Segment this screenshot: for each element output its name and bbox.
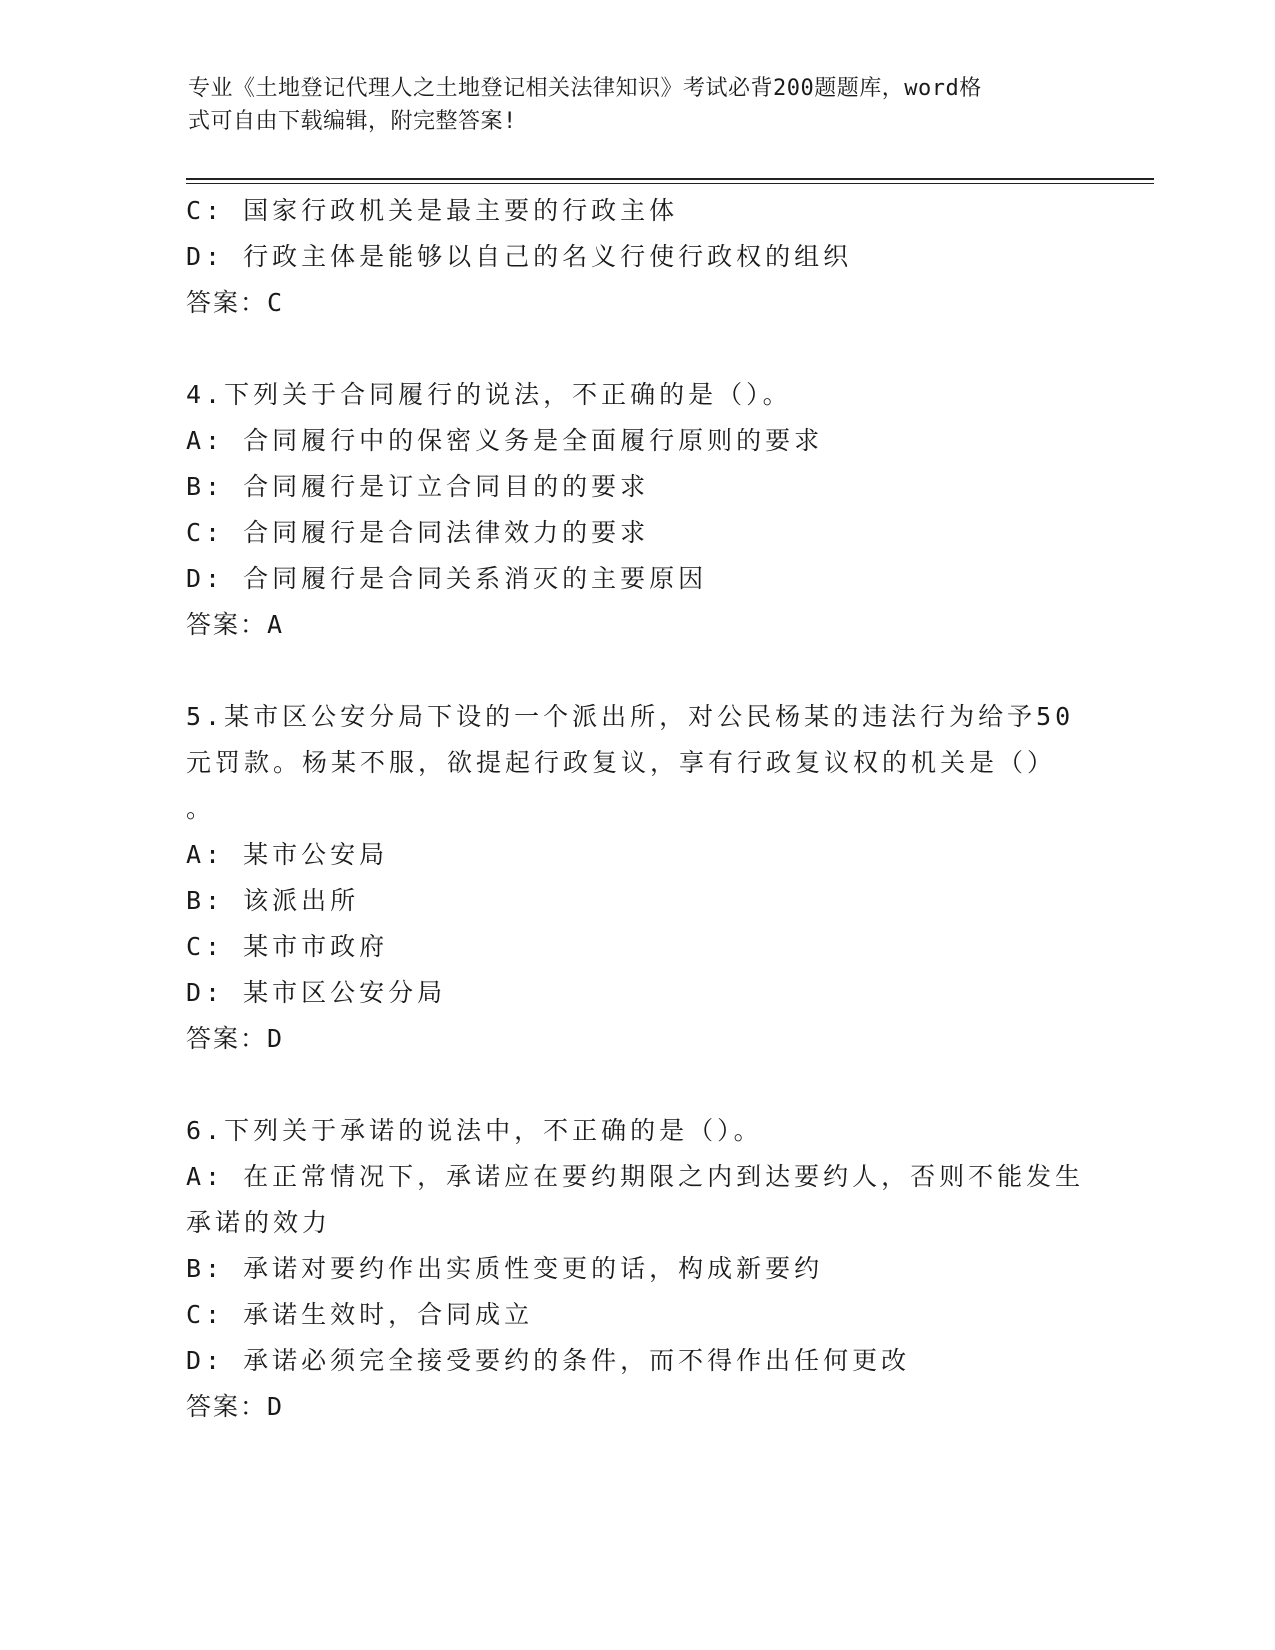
question-stem-line-2: 元罚款。杨某不服，欲提起行政复议，享有行政复议权的机关是（）	[186, 748, 1057, 777]
answer-label: 答案：C	[186, 288, 285, 317]
question-list	[186, 188, 1086, 1430]
question-stem: 4.下列关于合同履行的说法，不正确的是（）。	[186, 380, 792, 409]
header-divider-thin	[186, 183, 1154, 184]
option-c: C: 国家行政机关是最主要的行政主体	[186, 196, 679, 225]
header-divider-thick	[186, 178, 1154, 180]
question-stem: 6.下列关于承诺的说法中，不正确的是（）。	[186, 1116, 763, 1145]
option-b: B: 该派出所	[186, 886, 360, 915]
header-line-1: 专业《土地登记代理人之土地登记相关法律知识》考试必背200题题库，word格	[188, 76, 982, 101]
option-d: D: 合同履行是合同关系消灭的主要原因	[186, 564, 708, 593]
option-c: C: 承诺生效时，合同成立	[186, 1300, 534, 1329]
option-a-line-1: A: 在正常情况下，承诺应在要约期限之内到达要约人，否则不能发生	[186, 1162, 1085, 1191]
option-a-line-2: 承诺的效力	[186, 1208, 332, 1237]
spacer	[186, 326, 1086, 372]
answer-label: 答案：D	[186, 1024, 285, 1053]
question-stem-line-1: 5.某市区公安分局下设的一个派出所，对公民杨某的违法行为给予50	[186, 702, 1075, 731]
document-header	[188, 72, 1068, 138]
question-stem-line-3: 。	[186, 794, 216, 823]
question-block-5	[186, 694, 1086, 1062]
option-a: A: 某市公安局	[186, 840, 389, 869]
option-c: C: 合同履行是合同法律效力的要求	[186, 518, 650, 547]
option-d: D: 承诺必须完全接受要约的条件，而不得作出任何更改	[186, 1346, 911, 1375]
question-block-6	[186, 1108, 1086, 1430]
answer-label: 答案：A	[186, 610, 285, 639]
question-block-3	[186, 188, 1086, 326]
option-b: B: 合同履行是订立合同目的的要求	[186, 472, 650, 501]
option-d: D: 行政主体是能够以自己的名义行使行政权的组织	[186, 242, 853, 271]
answer-label: 答案：D	[186, 1392, 285, 1421]
option-b: B: 承诺对要约作出实质性变更的话，构成新要约	[186, 1254, 824, 1283]
spacer	[186, 1062, 1086, 1108]
option-d: D: 某市区公安分局	[186, 978, 447, 1007]
option-a: A: 合同履行中的保密义务是全面履行原则的要求	[186, 426, 824, 455]
question-block-4	[186, 372, 1086, 648]
option-c: C: 某市市政府	[186, 932, 389, 961]
header-line-2: 式可自由下载编辑，附完整答案!	[188, 109, 517, 134]
spacer	[186, 648, 1086, 694]
